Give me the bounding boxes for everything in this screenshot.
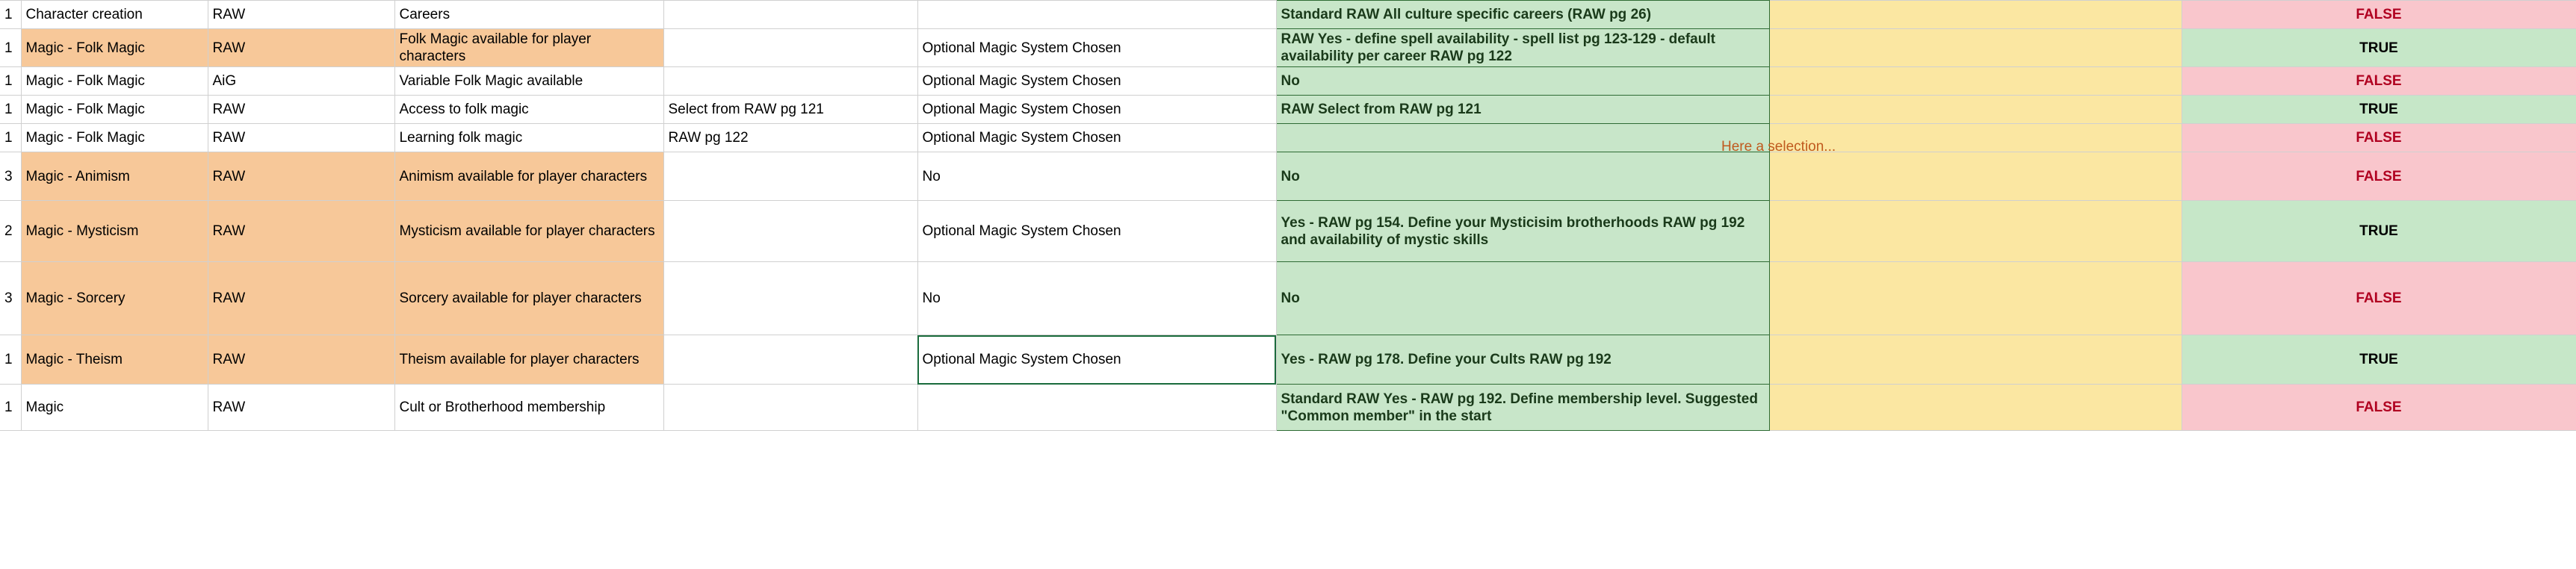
source-cell[interactable]: RAW [208,201,394,262]
options-cell[interactable] [663,1,917,29]
options-cell[interactable] [663,67,917,96]
note-cell[interactable]: No [1276,152,1769,201]
row-number-cell[interactable]: 1 [0,335,21,385]
topic-cell[interactable]: Magic - Animism [21,152,208,201]
chosen-cell[interactable]: Optional Magic System Chosen [917,335,1276,385]
topic-cell[interactable]: Magic [21,385,208,431]
note-cell[interactable]: No [1276,67,1769,96]
options-cell[interactable] [663,262,917,335]
spacer-cell[interactable] [1769,262,2182,335]
note-cell[interactable]: No [1276,262,1769,335]
boolean-result-cell[interactable]: FALSE [2182,67,2576,96]
table-row[interactable] [0,262,2576,335]
table-row[interactable] [0,124,2576,152]
topic-cell[interactable]: Character creation [21,1,208,29]
spacer-cell[interactable] [1769,201,2182,262]
boolean-result-cell[interactable]: TRUE [2182,335,2576,385]
table-row[interactable] [0,152,2576,201]
note-cell[interactable] [1276,124,1769,152]
source-cell[interactable]: RAW [208,1,394,29]
source-cell[interactable]: RAW [208,152,394,201]
note-cell[interactable]: RAW Yes - define spell availability - spell list pg 123-129 - default availability per career RAW pg 122 [1276,29,1769,67]
note-cell[interactable]: Standard RAW Yes - RAW pg 192. Define membership level. Suggested "Common member" in the start [1276,385,1769,431]
source-cell[interactable]: RAW [208,262,394,335]
description-cell[interactable]: Variable Folk Magic available [394,67,663,96]
description-cell[interactable]: Animism available for player characters [394,152,663,201]
boolean-result-cell[interactable]: TRUE [2182,29,2576,67]
row-number-cell[interactable]: 1 [0,29,21,67]
chosen-cell[interactable]: No [917,262,1276,335]
source-cell[interactable]: RAW [208,96,394,124]
boolean-result-cell[interactable]: TRUE [2182,96,2576,124]
options-cell[interactable]: Select from RAW pg 121 [663,96,917,124]
spacer-cell[interactable] [1769,29,2182,67]
source-cell[interactable]: RAW [208,124,394,152]
table-row[interactable] [0,96,2576,124]
chosen-cell[interactable]: Optional Magic System Chosen [917,29,1276,67]
row-number-cell[interactable]: 1 [0,67,21,96]
source-cell[interactable]: AiG [208,67,394,96]
chosen-cell[interactable] [917,385,1276,431]
chosen-cell[interactable]: Optional Magic System Chosen [917,201,1276,262]
spacer-cell[interactable] [1769,385,2182,431]
boolean-result-cell[interactable]: TRUE [2182,201,2576,262]
table-row[interactable] [0,335,2576,385]
boolean-result-cell[interactable]: FALSE [2182,262,2576,335]
chosen-cell[interactable]: Optional Magic System Chosen [917,67,1276,96]
table-row[interactable] [0,67,2576,96]
row-number-cell[interactable]: 1 [0,1,21,29]
row-number-cell[interactable]: 1 [0,124,21,152]
topic-cell[interactable]: Magic - Folk Magic [21,67,208,96]
spacer-cell[interactable] [1769,1,2182,29]
source-cell[interactable]: RAW [208,335,394,385]
boolean-result-cell[interactable]: FALSE [2182,385,2576,431]
topic-cell[interactable]: Magic - Theism [21,335,208,385]
options-cell[interactable] [663,29,917,67]
description-cell[interactable]: Folk Magic available for player characters [394,29,663,67]
options-cell[interactable] [663,385,917,431]
description-cell[interactable]: Access to folk magic [394,96,663,124]
note-cell[interactable]: RAW Select from RAW pg 121 [1276,96,1769,124]
boolean-result-cell[interactable]: FALSE [2182,1,2576,29]
options-cell[interactable] [663,152,917,201]
table-row[interactable] [0,29,2576,67]
annotation-here-a-selection: Here a selection... [1721,139,1836,155]
table-row[interactable] [0,201,2576,262]
topic-cell[interactable]: Magic - Folk Magic [21,124,208,152]
description-cell[interactable]: Sorcery available for player characters [394,262,663,335]
chosen-cell[interactable]: Optional Magic System Chosen [917,96,1276,124]
topic-cell[interactable]: Magic - Sorcery [21,262,208,335]
spacer-cell[interactable] [1769,124,2182,152]
row-number-cell[interactable]: 3 [0,262,21,335]
description-cell[interactable]: Careers [394,1,663,29]
chosen-cell[interactable] [917,1,1276,29]
topic-cell[interactable]: Magic - Folk Magic [21,29,208,67]
options-cell[interactable] [663,201,917,262]
source-cell[interactable]: RAW [208,29,394,67]
spacer-cell[interactable] [1769,96,2182,124]
grid-body [0,1,2576,431]
row-number-cell[interactable]: 2 [0,201,21,262]
description-cell[interactable]: Theism available for player characters [394,335,663,385]
source-cell[interactable]: RAW [208,385,394,431]
row-number-cell[interactable]: 1 [0,385,21,431]
table-row[interactable] [0,1,2576,29]
row-number-cell[interactable]: 1 [0,96,21,124]
topic-cell[interactable]: Magic - Mysticism [21,201,208,262]
chosen-cell[interactable]: Optional Magic System Chosen [917,124,1276,152]
description-cell[interactable]: Learning folk magic [394,124,663,152]
spacer-cell[interactable] [1769,67,2182,96]
spacer-cell[interactable] [1769,335,2182,385]
boolean-result-cell[interactable]: FALSE [2182,124,2576,152]
boolean-result-cell[interactable]: FALSE [2182,152,2576,201]
topic-cell[interactable]: Magic - Folk Magic [21,96,208,124]
note-cell[interactable]: Yes - RAW pg 154. Define your Mysticisim brotherhoods RAW pg 192 and availability of mystic skills [1276,201,1769,262]
description-cell[interactable]: Cult or Brotherhood membership [394,385,663,431]
spacer-cell[interactable] [1769,152,2182,201]
note-cell[interactable]: Standard RAW All culture specific careers (RAW pg 26) [1276,1,1769,29]
table-row[interactable] [0,385,2576,431]
description-cell[interactable]: Mysticism available for player characters [394,201,663,262]
options-cell[interactable]: RAW pg 122 [663,124,917,152]
row-number-cell[interactable]: 3 [0,152,21,201]
note-cell[interactable]: Yes - RAW pg 178. Define your Cults RAW pg 192 [1276,335,1769,385]
options-cell[interactable] [663,335,917,385]
chosen-cell[interactable]: No [917,152,1276,201]
